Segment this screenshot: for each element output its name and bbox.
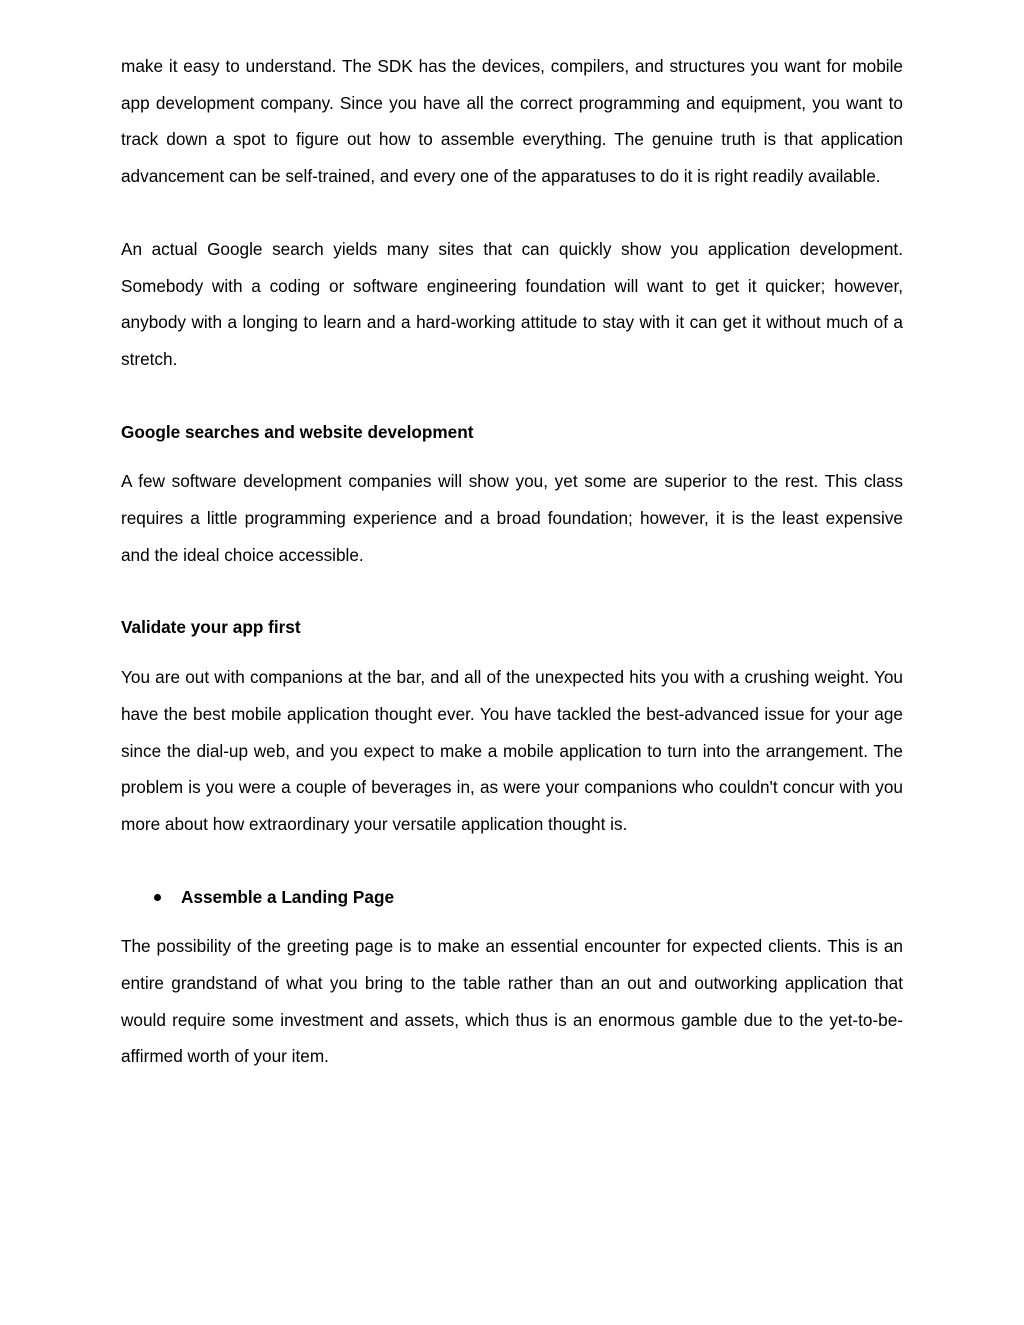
bullet-icon [121, 879, 181, 916]
heading-spacer [121, 450, 903, 463]
bullet-spacer [121, 915, 903, 928]
paragraph-landing-page: The possibility of the greeting page is to make an essential encounter for expected clients. This is an entire grandstand of what you bring to the table rather than an out and outworking application that would require some investment and assets, which thus is an enormous gamble due to the yet-to-be-affirmed worth of your item. [121, 936, 903, 1067]
heading-validate-app: Validate your app first [121, 617, 301, 638]
paragraph-spacer [121, 378, 903, 414]
paragraph-intro: make it easy to understand. The SDK has the devices, compilers, and structures you want for mobile app development company. Since you have all the correct programming and equipment, you want to track down a spot to figure out how to assemble everything. The genuine truth is that application advancement can be self-trained, and every one of the apparatuses to do it is right readily available. [121, 56, 903, 187]
paragraph-spacer [121, 573, 903, 609]
paragraph-validate-app: You are out with companions at the bar, and all of the unexpected hits you with a crushing weight. You have the best mobile application thought ever. You have tackled the best-advanced issue for your age since the dial-up web, and you expect to make a mobile application to turn into the arrangement. The problem is you were a couple of beverages in, as were your companions who couldn't concur with you more about how extraordinary your versatile application thought is. [121, 667, 903, 834]
heading-google-searches: Google searches and website development [121, 421, 474, 442]
bullet-landing-page-label: Assemble a Landing Page [181, 886, 394, 907]
document-page [121, 48, 903, 1075]
paragraph-spacer [121, 843, 903, 879]
paragraph-software-companies: A few software development companies will show you, yet some are superior to the rest. This class requires a little programming experience and a broad foundation; however, it is the least expensive and the ideal choice accessible. [121, 471, 903, 565]
paragraph-spacer [121, 195, 903, 231]
bullet-list-item [121, 879, 903, 916]
heading-spacer [121, 646, 903, 659]
paragraph-google-search: An actual Google search yields many sites that can quickly show you application development. Somebody with a coding or software engineering foundation will want to get it quicker; however, anybody with a longing to learn and a hard-working attitude to stay with it can get it without much of a stretch. [121, 238, 903, 369]
